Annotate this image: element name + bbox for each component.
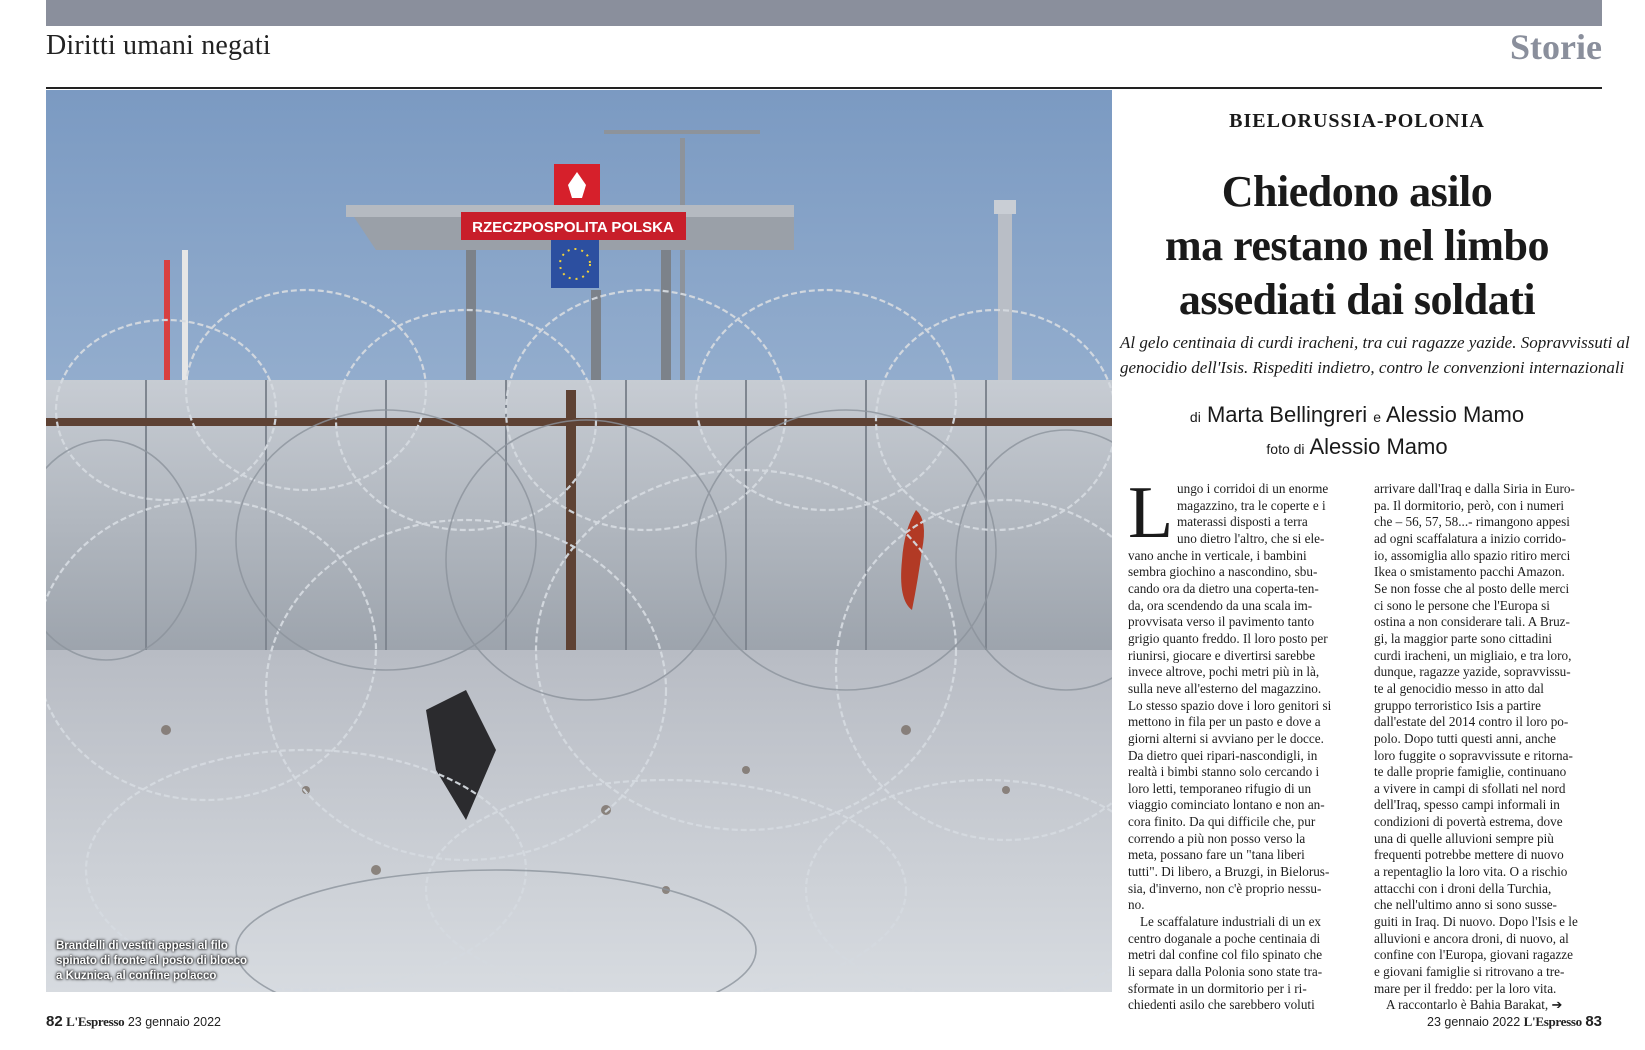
issue-date: 23 gennaio 2022 — [127, 1015, 221, 1029]
article-headline: Chiedono asilo ma restano nel limbo assediati dai soldati — [1165, 167, 1549, 324]
text-line: chiedenti asilo che sarebbero voluti — [1128, 997, 1315, 1013]
text-line: Ikea o smistamento pacchi Amazon. — [1374, 564, 1565, 580]
text-line: grigio quanto freddo. Il loro posto per — [1128, 630, 1328, 646]
text-line: a repentaglio la loro vita. O a rischio — [1374, 864, 1568, 880]
text-line: te dalle proprie famiglie, continuano — [1374, 764, 1567, 780]
text-line: gi, la maggior parte sono cittadini — [1374, 630, 1552, 646]
text-line: che – 56, 57, 58...- rimangono appesi — [1374, 514, 1570, 530]
text-line: che nell'ultimo anno si sono susse- — [1374, 897, 1557, 913]
text-line: correndo a più non posso verso la — [1128, 830, 1306, 846]
text-line: da, ora scendendo da una scala im- — [1128, 597, 1313, 613]
text-line: riunirsi, giocare e divertirsi sarebbe — [1128, 647, 1316, 663]
text-line: frequenti potrebbe mettere di nuovo — [1374, 847, 1564, 863]
text-line: guiti in Iraq. Di nuovo. Dopo l'Isis e le — [1374, 914, 1578, 930]
text-line: meta, possano fare un "tana liberi — [1128, 847, 1305, 863]
text-line: dunque, ragazze yazide, sopravvissu- — [1374, 664, 1571, 680]
footer-right — [1427, 1013, 1602, 1030]
text-line: e giovani famiglie si ritrovano a tre- — [1374, 964, 1565, 980]
text-line: arrivare dall'Iraq e dalla Siria in Euro- — [1374, 481, 1575, 496]
text-line: Da dietro quei ripari-nascondigli, in — [1128, 747, 1318, 763]
text-line: ci sono le persone che l'Europa si — [1374, 597, 1550, 613]
text-line: A raccontarlo è Bahia Barakat, ➔ — [1386, 997, 1563, 1013]
header-rule-left — [46, 87, 1112, 89]
eu-flag-icon — [551, 240, 599, 288]
text-line: invece altrove, pochi metri più in là, — [1128, 664, 1320, 680]
text-line: pa. Il dormitorio, però, con i numeri — [1374, 497, 1565, 513]
article-standfirst: Al gelo centinaia di curdi iracheni, tra cui ragazze yazide. Sopravvissuti al genocidio dell'Isis. Rispediti indietro, contro le convenzioni internazionali — [1120, 333, 1630, 377]
text-line: cando ora da dietro una coperta-ten- — [1128, 580, 1319, 596]
issue-date: 23 gennaio 2022 — [1427, 1015, 1521, 1029]
text-line: dall'estate del 2014 contro il loro po- — [1374, 714, 1569, 730]
body-column-1 — [1128, 472, 1355, 1014]
header-rule-right — [1112, 87, 1602, 89]
text-line: curdi iracheni, un migliaio, e tra loro, — [1374, 647, 1572, 663]
text-line: ostina a non considerare tali. A Bruz- — [1374, 614, 1570, 630]
section-title-left: Diritti umani negati — [46, 30, 271, 61]
text-line: materassi disposti a terra — [1177, 514, 1308, 530]
text-line: polo. Dopo tutti questi anni, anche — [1374, 730, 1557, 746]
page-number: 82 — [46, 1013, 63, 1030]
magazine-logo: L'Espresso — [1523, 1014, 1582, 1029]
text-line: sembra giochino a nascondino, sbu- — [1128, 564, 1318, 580]
text-line: confine con l'Europa, giovani ragazze — [1374, 947, 1573, 963]
text-line: sia, d'inverno, non c'è proprio nessu- — [1128, 880, 1322, 896]
text-line: Lo stesso spazio dove i loro genitori si — [1128, 697, 1332, 713]
text-line: tutti". Di libero, a Bruzgi, in Bielorus- — [1128, 864, 1330, 880]
text-line: ungo i corridoi di un enorme — [1177, 481, 1329, 496]
text-line: no. — [1128, 897, 1145, 913]
body-column-2 — [1374, 481, 1602, 1014]
text-line: uno dietro l'altro, che si ele- — [1177, 530, 1325, 546]
text-line: loro fuggite o sopravvissute e ritorna- — [1374, 747, 1573, 763]
text-line: ad ogni scaffalatura a inizio corrido- — [1374, 530, 1566, 546]
text-line: vano anche in verticale, i bambini — [1128, 547, 1307, 563]
text-line: Se non fosse che al posto delle merci — [1374, 580, 1570, 596]
text-line: attacchi con i droni della Turchia, — [1374, 880, 1552, 896]
text-line: li separa dalla Polonia sono state tra- — [1128, 964, 1323, 980]
text-line: mare per il freddo: per la loro vita. — [1374, 980, 1557, 996]
text-line: a vivere in campi di sfollati nel nord — [1374, 780, 1566, 796]
text-line: viaggio cominciato lontano e non an- — [1128, 797, 1325, 813]
text-line: loro letti, temporaneo rifugio di un — [1128, 780, 1312, 796]
top-color-bar — [46, 0, 1602, 26]
text-line: te al genocidio messo in atto dal — [1374, 680, 1544, 696]
text-line: magazzino, tra le coperte e i — [1177, 497, 1326, 513]
text-line: una di quelle alluvioni sempre più — [1374, 830, 1554, 846]
photo-caption: Brandelli di vestiti appesi al filo spinato di fronte al posto di blocco a Kuznica, al confine polacco — [56, 940, 248, 982]
text-line: giorni alterni si avviano per le docce. — [1128, 730, 1324, 746]
main-photo — [46, 90, 1112, 992]
drop-cap: L — [1128, 472, 1174, 554]
text-line: realtà i bimbi stanno solo cercando i — [1128, 764, 1320, 780]
text-line: io, assomiglia allo spazio ritiro merci — [1374, 547, 1571, 563]
text-line: provvisata verso il pavimento tanto — [1128, 614, 1315, 630]
magazine-logo: L'Espresso — [66, 1014, 125, 1029]
text-line: cora finito. Da qui difficile che, pur — [1128, 814, 1316, 830]
section-title-right: Storie — [1510, 27, 1602, 67]
text-line: sulla neve all'esterno del magazzino. — [1128, 680, 1322, 696]
text-line: Le scaffalature industriali di un ex — [1140, 914, 1322, 930]
author-name: Alessio Mamo — [1385, 402, 1525, 427]
page-number: 83 — [1585, 1013, 1602, 1030]
text-line: sformate in un dormitorio per i ri- — [1128, 980, 1307, 996]
border-checkpoint-illustration — [46, 90, 1112, 992]
photographer-name: Alessio Mamo — [1309, 434, 1448, 459]
text-line: dell'Iraq, spesso campi informali in — [1374, 797, 1560, 813]
text-line: mettono in fila per un pasto e dove a — [1128, 714, 1321, 730]
text-line: condizioni di povertà estrema, dove — [1374, 814, 1563, 830]
footer-left — [46, 1013, 221, 1030]
author-name: Marta Bellingreri — [1206, 402, 1368, 427]
article-byline: di Marta Bellingreri e Alessio Mamo foto di Alessio Mamo — [1189, 402, 1525, 459]
text-line: centro doganale a poche centinaia di — [1128, 930, 1321, 946]
article-kicker: BIELORUSSIA-POLONIA — [1229, 110, 1485, 132]
text-line: metri dal confine col filo spinato che — [1128, 947, 1323, 963]
text-line: gruppo terroristico Isis a partire — [1374, 697, 1541, 713]
border-sign-text: RZECZPOSPOLITA POLSKA — [472, 219, 674, 236]
text-line: alluvioni e ancora droni, di nuovo, al — [1374, 930, 1569, 946]
